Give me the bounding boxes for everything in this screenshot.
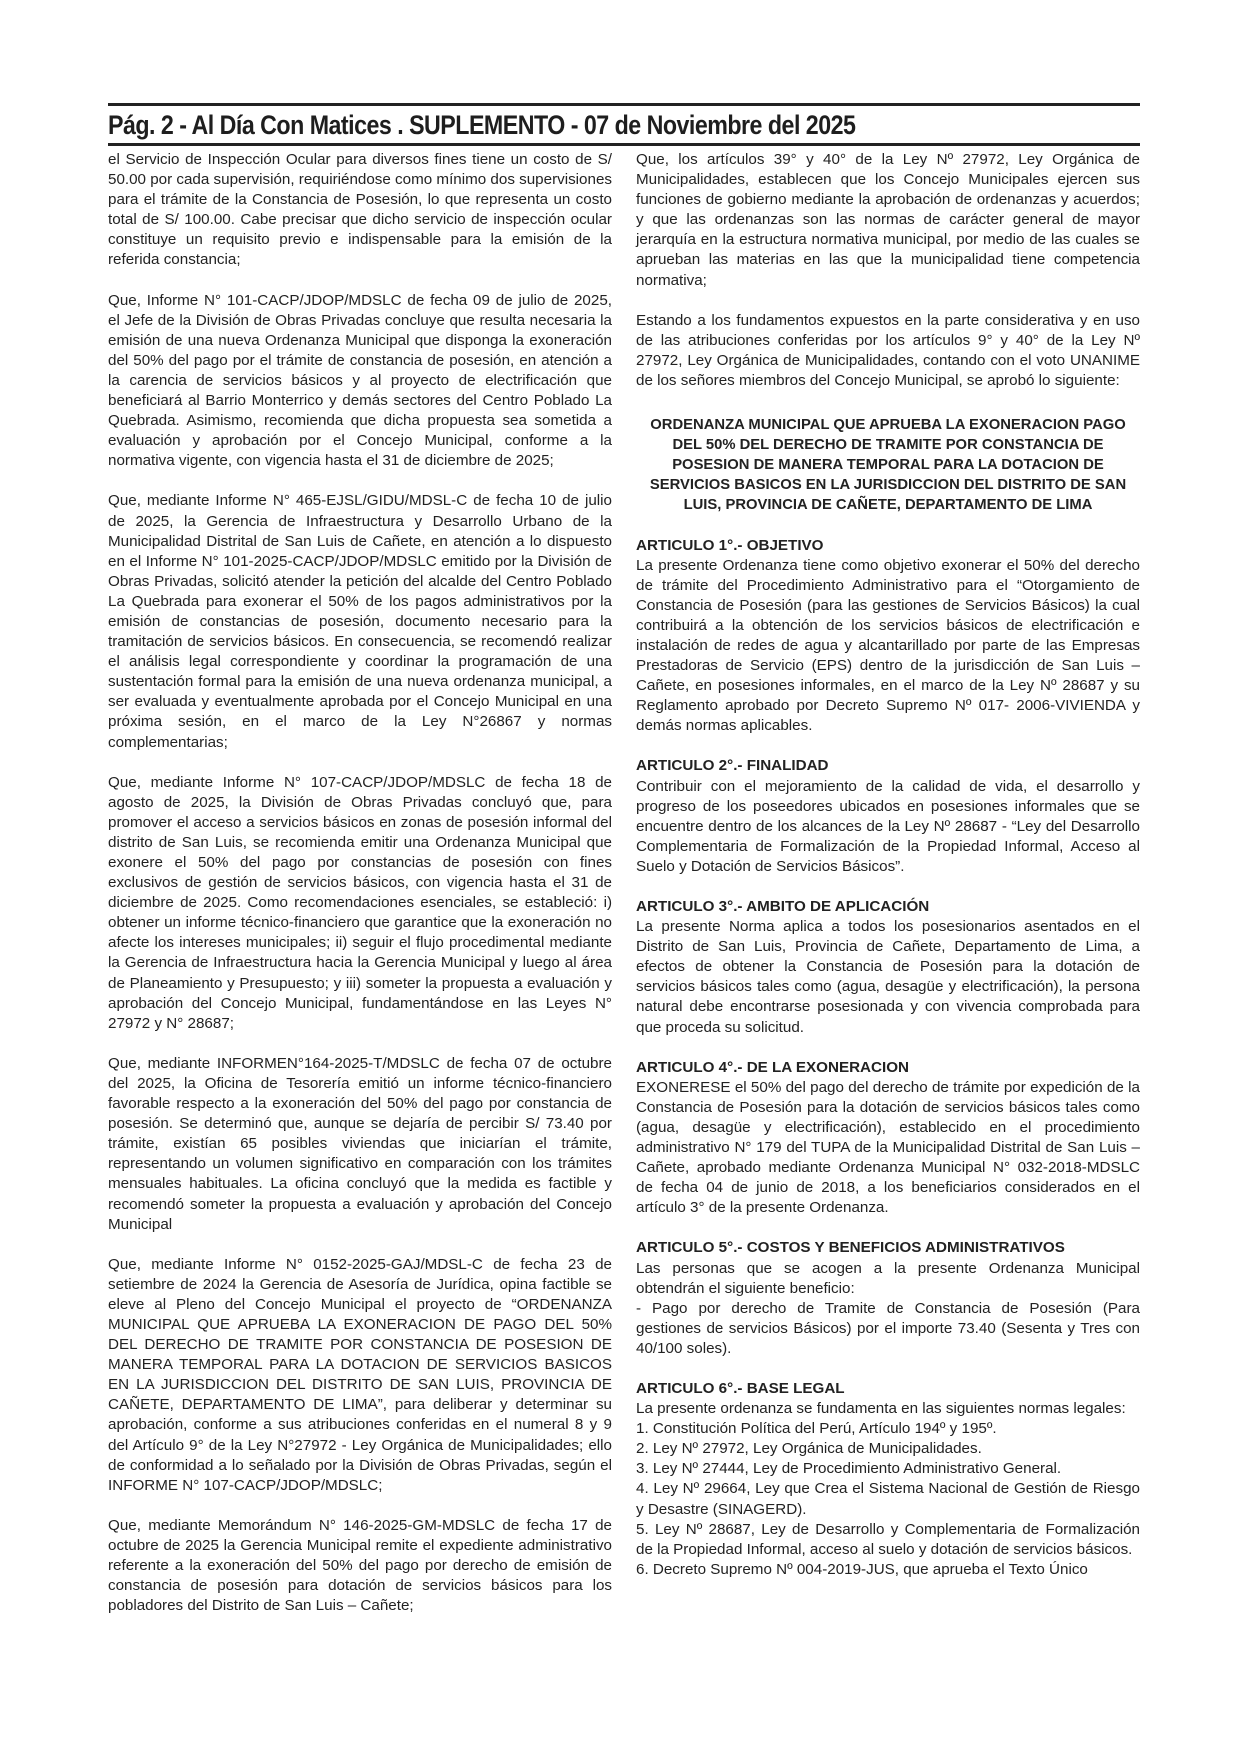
article-6 [636,1379,1140,1580]
article-body: La presente ordenanza se fundamenta en las siguientes normas legales: [636,1400,1126,1418]
legal-basis-item: 1. Constitución Política del Perú, Artículo 194º y 195º. [636,1420,997,1438]
paragraph: Que, los artículos 39° y 40° de la Ley Nº 27972, Ley Orgánica de Municipalidades, establecen que los Concejo Municipales ejercen sus funciones de gobierno mediante la aprobación de ordenanzas y acuerdos; y que las ordenanzas son las normas de carácter general de mayor jerarquía en la estructura normativa municipal, por medio de las cuales se aprueban las materias en las que la municipalidad tiene competencia normativa; [636,151,1140,289]
left-column [108,150,612,1636]
paragraph: Que, Informe N° 101-CACP/JDOP/MDSLC de fecha 09 de julio de 2025, el Jefe de la División de Obras Privadas concluye que resulta necesaria la emisión de una nueva Ordenanza Municipal que disponga la exoneración del 50% del pago por el trámite de constancia de posesión, en atención a la carencia de servicios básicos y al proyecto de electrificación que beneficiará al Barrio Monterrico y demás sectores del Centro Poblado La Quebrada. Asimismo, recomienda que dicha propuesta sea sometida a evaluación y aprobación por el Concejo Municipal, conforme a la normativa vigente, con vigencia hasta el 31 de diciembre de 2025; [108,291,612,470]
paragraph: Estando a los fundamentos expuestos en la parte considerativa y en uso de las atribuciones conferidas por los artículos 9° y 40° de la Ley Nº 27972, Ley Orgánica de Municipalidades, contando con el voto UNANIME de los señores miembros del Concejo Municipal, se aprobó lo siguiente: [636,311,1140,389]
legal-basis-item: 4. Ley Nº 29664, Ley que Crea el Sistema Nacional de Gestión de Riesgo y Desastre (SINAGERD). [636,1480,1140,1518]
newspaper-page [108,103,1140,1636]
article-heading: ARTICULO 3°.- AMBITO DE APLICACIÓN [636,898,930,915]
article-body: La presente Ordenanza tiene como objetivo exonerar el 50% del derecho de trámite del Procedimiento Administrativo para el “Otorgamiento de Constancia de Posesión (para las gestiones de Servicios Básicos) la cual contribuirá a la obtención de los servicios básicos de electrificación e instalación de redes de agua y alcantarillado por parte de las Empresas Prestadoras de Servicio (EPS) dentro de la jurisdicción de San Luis – Cañete, en posesiones informales, en el marco de la Ley Nº 28687 y su Reglamento aprobado por Decreto Supremo Nº 017- 2006-VIVIENDA y demás normas aplicables. [636,556,1140,735]
page-title: Pág. 2 - Al Día Con Matices . SUPLEMENTO - 07 de Noviembre del 2025 [108,110,856,140]
article-heading: ARTICULO 5°.- COSTOS Y BENEFICIOS ADMINISTRATIVOS [636,1239,1065,1257]
article-3 [636,897,1140,1038]
legal-basis-item: 5. Ley Nº 28687, Ley de Desarrollo y Complementaria de Formalización de la Propiedad Informal, acceso al suelo y dotación de servicios básicos. [636,1520,1140,1558]
article-5 [636,1238,1140,1359]
paragraph: Que, mediante Memorándum N° 146-2025-GM-MDSLC de fecha 17 de octubre de 2025 la Gerencia Municipal remite el expediente administrativo referente a la exoneración del 50% del pago por derecho de emisión de constancia de posesión para dotación de servicios básicos para los pobladores del Distrito de San Luis – Cañete; [108,1516,612,1615]
article-heading: ARTICULO 4°.- DE LA EXONERACION [636,1058,909,1076]
paragraph: el Servicio de Inspección Ocular para diversos fines tiene un costo de S/ 50.00 por cada supervisión, requiriéndose como mínimo dos supervisiones para el trámite de la Constancia de Posesión, lo que representa un costo total de S/ 100.00. Cabe precisar que dicho servicio de inspección ocular constituye un requisito previo e indispensable para la emisión de la referida constancia; [108,151,612,269]
paragraph: Que, mediante INFORMEN°164-2025-T/MDSLC de fecha 07 de octubre del 2025, la Oficina de Tesorería emitió un informe técnico-financiero favorable respecto a la exoneración del 50% del pago por constancia de posesión. Se determinó que, aunque se dejaría de percibir S/ 73.40 por trámite, existían 65 posibles viviendas que iniciarían el trámite, representando un volumen significativo en comparación con los trámites mensuales habituales. La oficina concluyó que la medida es factible y recomendó someter la propuesta a evaluación y aprobación del Concejo Municipal [108,1054,612,1233]
paragraph: Que, mediante Informe N° 107-CACP/JDOP/MDSLC de fecha 18 de agosto de 2025, la División de Obras Privadas concluyó que, para promover el acceso a servicios básicos en zonas de posesión informal del distrito de San Luis, se recomienda emitir una Ordenanza Municipal que exonere el 50% del pago por constancias de posesión con fines exclusivos de gestión de servicios básicos, con vigencia hasta el 31 de diciembre de 2025. Como recomendaciones esenciales, se estableció: i) obtener un informe técnico-financiero que garantice que la exoneración no afecte los intereses municipales; ii) seguir el flujo procedimental mediante la Gerencia de Infraestructura hacia la Gerencia Municipal y luego al área de Planeamiento y Presupuesto; y iii) someter la propuesta a evaluación y aprobación del Concejo Municipal, fundamentándose en las Leyes N° 27972 y N° 28687; [108,773,612,1032]
article-heading: ARTICULO 1°.- OBJETIVO [636,536,824,554]
paragraph: Que, mediante Informe N° 465-EJSL/GIDU/MDSL-C de fecha 10 de julio de 2025, la Gerencia de Infraestructura y Desarrollo Urbano de la Municipalidad Distrital de San Luis de Cañete, en atención a lo dispuesto en el Informe N° 101-2025-CACP/JDOP/MDSLC emitido por la División de Obras Privadas, solicitó atender la petición del alcalde del Centro Poblado La Quebrada para exonerar el 50% de los pagos administrativos por la emisión de constancias de posesión, documento necesario para la tramitación de servicios básicos. En consecuencia, se recomendó realizar el análisis legal correspondiente y coordinar la programación de una sustentación formal para la emisión de una nueva ordenanza municipal, a ser evaluada y eventualmente aprobada por el Concejo Municipal en una próxima sesión, en el marco de la Ley N°26867 y normas complementarias; [108,492,612,751]
article-4 [636,1058,1140,1219]
legal-basis-item: 6. Decreto Supremo Nº 004-2019-JUS, que aprueba el Texto Único [636,1560,1088,1578]
article-body: La presente Norma aplica a todos los posesionarios asentados en el Distrito de San Luis, Provincia de Cañete, Departamento de Lima, a efectos de obtener la Constancia de Posesión para la dotación de servicios básicos tales como (agua, desagüe y electrificación), la persona natural debe encontrarse posesionada y con vivencia comprobada para que proceda su solicitud. [636,918,1140,1036]
article-body: EXONERESE el 50% del pago del derecho de trámite por expedición de la Constancia de Posesión para la dotación de servicios básicos tales como (agua, desagüe y electrificación), establecido en el procedimiento administrativo N° 179 del TUPA de la Municipalidad Distrital de San Luis – Cañete, aprobado mediante Ordenanza Municipal N° 032-2018-MDSLC de fecha 04 de junio de 2018, a los beneficiarios considerados en el artículo 3° de la presente Ordenanza. [636,1078,1140,1217]
article-body: Contribuir con el mejoramiento de la calidad de vida, el desarrollo y progreso de los poseedores ubicados en posesiones informales que se encuentre dentro de los alcances de la Ley Nº 28687 - “Ley del Desarrollo Complementaria de Formalización de la Propiedad Informal, Acceso al Suelo y Dotación de Servicios Básicos”. [636,777,1140,875]
right-column [636,150,1140,1636]
article-heading: ARTICULO 2°.- FINALIDAD [636,757,829,775]
paragraph: Que, mediante Informe N° 0152-2025-GAJ/MDSL-C de fecha 23 de setiembre de 2024 la Gerencia de Asesoría de Jurídica, opina factible se eleve al Pleno del Concejo Municipal el proyecto de “ORDENANZA MUNICIPAL QUE APRUEBA LA EXONERACION DE PAGO DEL 50% DEL DERECHO DE TRAMITE POR CONSTANCIA DE POSESION DE MANERA TEMPORAL PARA LA DOTACION DE SERVICIOS BASICOS EN LA JURISDICCION DEL DISTRITO DE SAN LUIS, PROVINCIA DE CAÑETE, DEPARTAMENTO DE LIMA”, para deliberar y determinar su aprobación, conforme a sus atribuciones conferidas en el numeral 8 y 9 del Artículo 9° de la Ley N°27972 - Ley Orgánica de Municipalidades; ello de conformidad a lo señalado por la División de Obras Privadas, según el INFORME N° 107-CACP/JDOP/MDSLC; [108,1255,612,1494]
article-heading: ARTICULO 6°.- BASE LEGAL [636,1379,845,1397]
ordinance-title: ORDENANZA MUNICIPAL QUE APRUEBA LA EXONERACION PAGO DEL 50% DEL DERECHO DE TRAMITE POR CONSTANCIA DE POSESION DE MANERA TEMPORAL PARA LA DOTACION DE SERVICIOS BASICOS EN LA JURISDICCION DEL DISTRITO DE SAN LUIS, PROVINCIA DE CAÑETE, DEPARTAMENTO DE LIMA [649,417,1127,514]
legal-basis-item: 2. Ley Nº 27972, Ley Orgánica de Municipalidades. [636,1440,982,1458]
article-body: Las personas que se acogen a la presente Ordenanza Municipal obtendrán el siguiente beneficio: [636,1259,1140,1297]
benefit-item: - Pago por derecho de Tramite de Constancia de Posesión (Para gestiones de servicios Básicos) por el importe 73.40 (Sesenta y Tres con 40/100 soles). [636,1299,1140,1357]
article-1 [636,536,1140,737]
article-2 [636,756,1140,877]
text-columns [108,150,1140,1636]
legal-basis-item: 3. Ley Nº 27444, Ley de Procedimiento Administrativo General. [636,1460,1062,1478]
page-header [108,103,1140,146]
